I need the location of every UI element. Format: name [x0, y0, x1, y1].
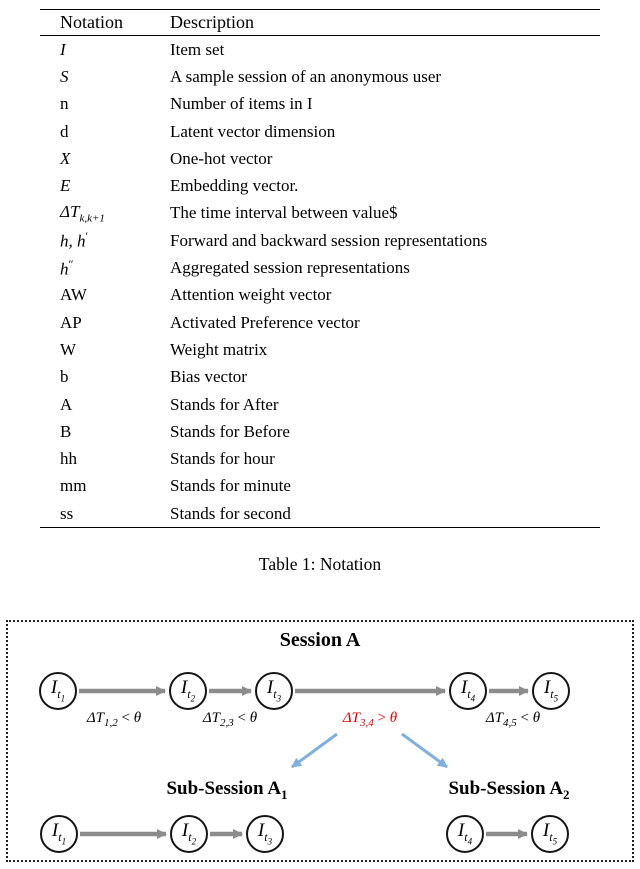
sub1-item-node-t2	[170, 815, 208, 853]
table-row	[40, 309, 600, 336]
description-cell: Stands for After	[170, 394, 279, 414]
sub-session-2-title: Sub-Session $A_2$	[448, 778, 570, 802]
notation-cell: d	[60, 121, 69, 141]
description-cell: The time interval between value$	[170, 203, 398, 223]
notation-cell: $\Delta T_{k,k+1}$	[60, 202, 105, 225]
time-interval-label-2: $\Delta T_{2,3} < \theta$	[202, 710, 258, 729]
sub-session-1-title: Sub-Session $A_1$	[166, 778, 288, 802]
sub1-item-node-t3	[246, 815, 284, 853]
sub2-item-node-t4	[446, 815, 484, 853]
description-cell: Activated Preference vector	[170, 312, 360, 332]
description-cell: Aggregated session representations	[170, 258, 410, 278]
description-cell: Stands for second	[170, 503, 291, 523]
table-bottom-rule	[40, 527, 600, 528]
table-row	[40, 445, 600, 472]
table-row	[40, 36, 600, 63]
header-notation: Notation	[60, 12, 123, 32]
table-row	[40, 118, 600, 145]
notation-cell: AP	[60, 312, 82, 332]
item-node-label: $I_{t_4}$	[457, 820, 473, 847]
item-node-label: $I_{t_2}$	[181, 820, 197, 847]
session-title: Session A	[279, 629, 361, 651]
notation-cell: W	[60, 339, 77, 359]
description-cell: Attention weight vector	[170, 285, 332, 305]
description-cell: Forward and backward session representations	[170, 230, 488, 250]
sub2-item-node-t5	[531, 815, 569, 853]
item-node-label: $I_{t_1}$	[50, 677, 66, 704]
description-cell: Stands for hour	[170, 449, 275, 469]
notation-cell: ss	[60, 503, 74, 523]
notation-cell: X	[60, 148, 71, 168]
session-figure	[6, 620, 634, 862]
description-cell: One-hot vector	[170, 148, 273, 168]
notation-cell: h″	[60, 256, 74, 279]
notation-cell: h, h′	[60, 229, 89, 252]
item-node-label: $I_{t_5}$	[542, 820, 558, 847]
table-row	[40, 254, 600, 281]
table-row	[40, 172, 600, 199]
description-cell: Number of items in I	[170, 94, 313, 114]
sub1-item-node-t1	[40, 815, 78, 853]
notation-cell: E	[60, 176, 71, 196]
notation-cell: AW	[60, 285, 87, 305]
split-arrow-left	[292, 734, 337, 767]
session-figure-inner	[8, 622, 632, 860]
table-row	[40, 63, 600, 90]
table-row	[40, 391, 600, 418]
item-node-label: $I_{t_3}$	[257, 820, 273, 847]
description-cell: Bias vector	[170, 367, 247, 387]
table-row	[40, 200, 600, 227]
item-node-label: $I_{t_1}$	[51, 820, 67, 847]
header-description: Description	[170, 12, 254, 32]
item-node-t2	[169, 672, 207, 710]
notation-cell: B	[60, 421, 72, 441]
time-interval-label-4: $\Delta T_{4,5} < \theta$	[485, 710, 541, 729]
split-arrow-right	[402, 734, 447, 767]
description-cell: Weight matrix	[170, 339, 268, 359]
notation-cell: I	[60, 39, 66, 59]
item-node-t1	[39, 672, 77, 710]
time-interval-label-1: $\Delta T_{1,2} < \theta$	[86, 710, 142, 729]
description-cell: Stands for minute	[170, 476, 291, 496]
table-row	[40, 227, 600, 254]
notation-cell: hh	[60, 449, 77, 469]
table-row	[40, 282, 600, 309]
table-row	[40, 364, 600, 391]
item-node-t5	[532, 672, 570, 710]
table-header-row	[40, 10, 600, 35]
table-row	[40, 336, 600, 363]
description-cell: Item set	[170, 39, 225, 59]
item-node-label: $I_{t_5}$	[543, 677, 559, 704]
notation-cell: S	[60, 66, 69, 86]
item-node-label: $I_{t_2}$	[180, 677, 196, 704]
description-cell: A sample session of an anonymous user	[170, 66, 442, 86]
table-caption: Table 1: Notation	[258, 554, 382, 574]
table-row	[40, 418, 600, 445]
item-node-t3	[255, 672, 293, 710]
table-row	[40, 473, 600, 500]
description-cell: Latent vector dimension	[170, 121, 336, 141]
table-row	[40, 91, 600, 118]
item-node-label: $I_{t_4}$	[460, 677, 476, 704]
table-row	[40, 500, 600, 527]
description-cell: Stands for Before	[170, 421, 290, 441]
item-node-label: $I_{t_3}$	[266, 677, 282, 704]
notation-cell: b	[60, 367, 69, 387]
notation-table	[40, 9, 600, 528]
notation-cell: n	[60, 94, 69, 114]
item-node-t4	[449, 672, 487, 710]
table-row	[40, 145, 600, 172]
time-interval-label-3-exceeds-threshold: $\Delta T_{3,4} > \theta$	[342, 710, 398, 729]
notation-cell: mm	[60, 476, 87, 496]
notation-cell: A	[60, 394, 73, 414]
description-cell: Embedding vector.	[170, 176, 299, 196]
